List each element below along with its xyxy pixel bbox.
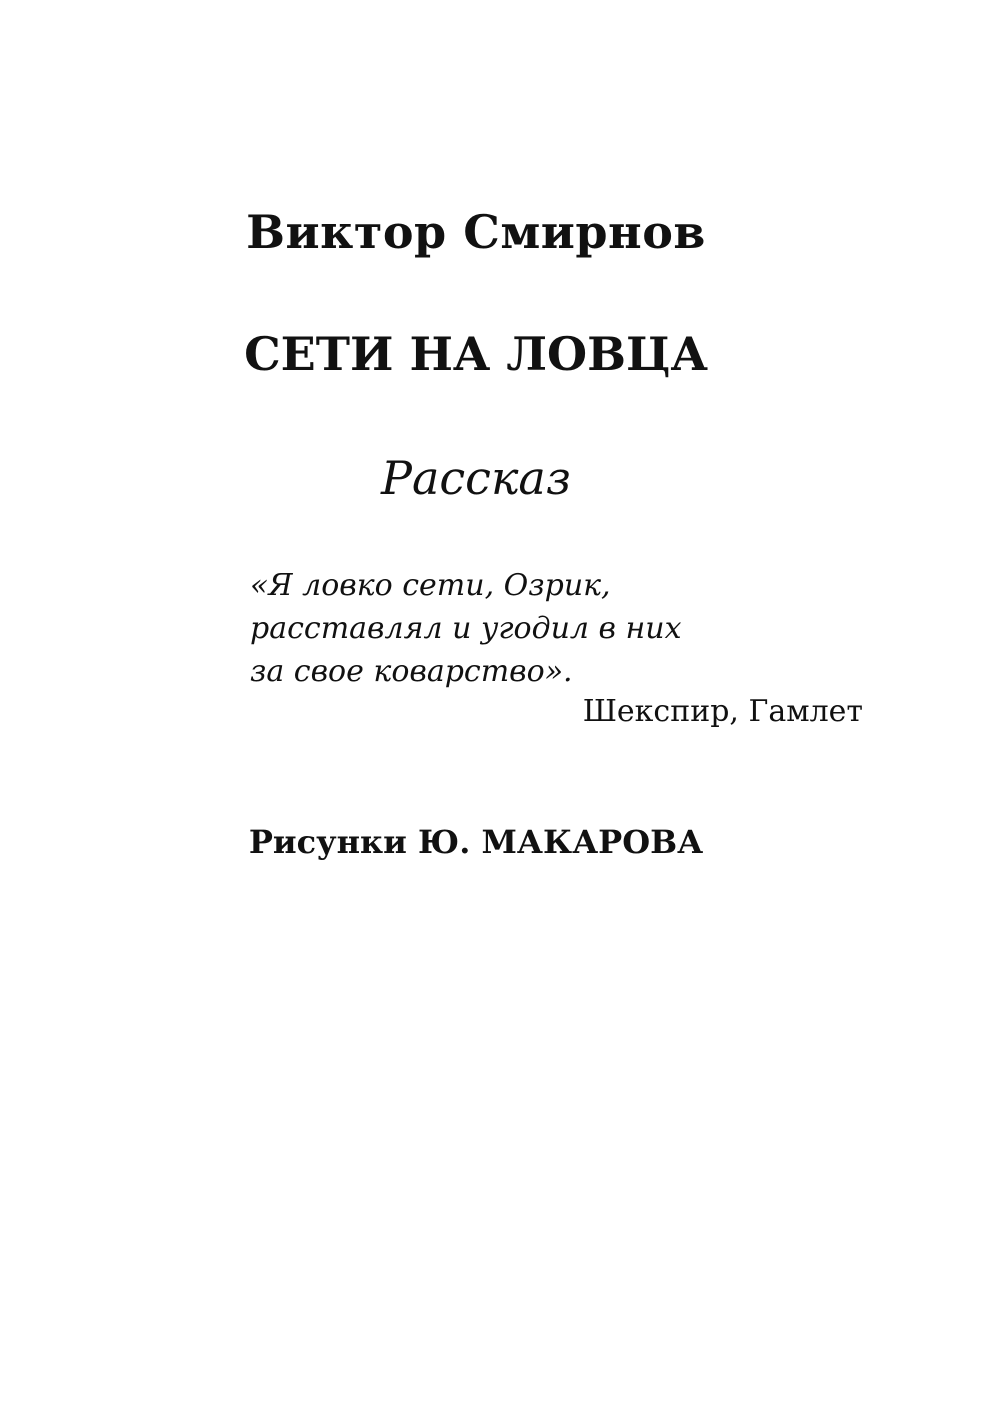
epigraph (250, 564, 890, 693)
epigraph-line-1: «Я ловко сети, Озрик, (250, 568, 611, 603)
epigraph-line-2: расставлял и угодил в них (250, 611, 682, 646)
illustrator-credit: Рисунки Ю. МАКАРОВА (248, 823, 704, 861)
genre-label: Рассказ (381, 451, 571, 505)
book-title: СЕТИ НА ЛОВЦА (244, 327, 708, 381)
author-name: Виктор Смирнов (246, 205, 706, 259)
epigraph-line-3: за свое коварство». (250, 654, 573, 689)
epigraph-source: Шекспир, Гамлет (582, 694, 863, 729)
